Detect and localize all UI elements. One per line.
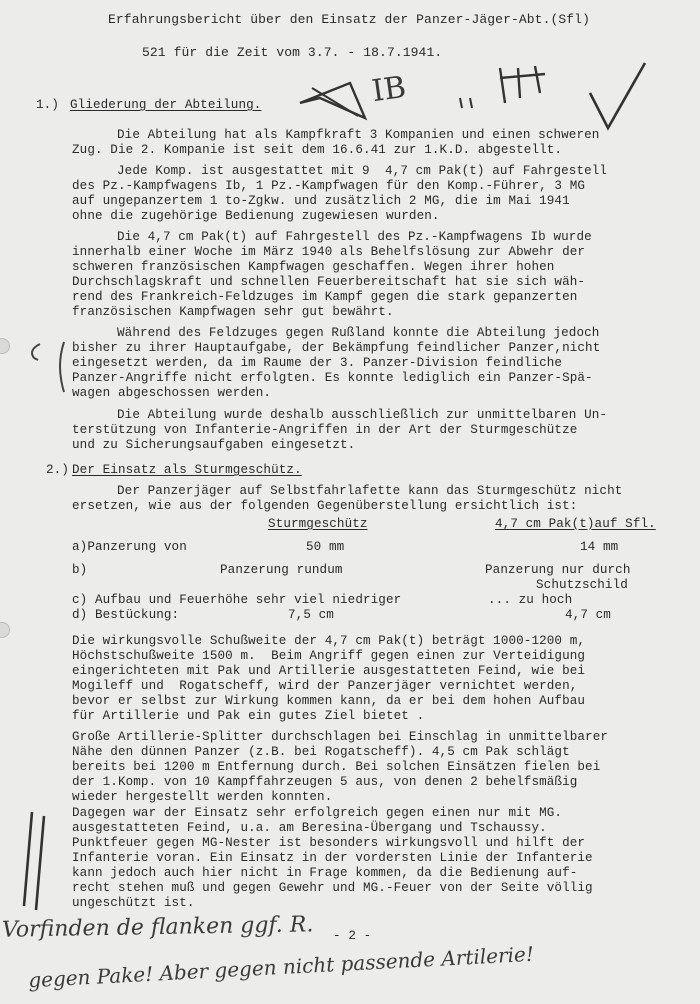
margin-bracket-mark [26,336,70,396]
comparison-header-sturmgeschuetz: Sturmgeschütz [268,517,368,531]
section1-heading: Gliederung der Abteilung. [70,98,262,112]
paragraph-line: ungeschützt ist. [72,896,195,910]
paragraph-line: Mogileff und Rogatscheff, wird der Panzerjäger vernichtet werden, [72,679,578,693]
comparison-cell: 14 mm [580,540,619,554]
paragraph-line: ausgestatteten Feind, u.a. am Beresina-Übergang und Tschaussy. [72,821,547,835]
comparison-cell: 4,7 cm [565,608,611,622]
paragraph-line: bevor er selbst zur Wirkung kommen kann, da er bei dem hohen Aufbau [72,694,586,708]
paragraph-line: bisher zu ihrer Hauptaufgabe, der Bekämpfung feindlicher Panzer,nicht [72,341,601,355]
paragraph-line: rend des Frankreich-Feldzuges im Kampf gegen die stark gepanzerten [72,290,578,304]
handwritten-note: Vorfinden de flanken ggf. R. [1,912,314,943]
handwritten-note: gegen Pake! Aber gegen nicht passende Artilerie! [27,941,535,993]
section2-heading: Der Einsatz als Sturmgeschütz. [72,463,302,477]
comparison-row-label: d) Bestückung: [72,608,180,622]
comparison-header-pak: 4,7 cm Pak(t)auf Sfl. [495,517,656,531]
paragraph-line: wieder hergestellt werden konnten. [72,790,333,804]
paragraph-line: Punktfeuer gegen MG-Nester ist besonders wirkungsvoll und hilft der [72,836,586,850]
section2-number: 2.) [46,463,69,477]
punch-hole [0,338,10,354]
paragraph-line: Die 4,7 cm Pak(t) auf Fahrgestell des Pz.-Kampfwagens Ib wurde [117,230,592,244]
paragraph-line: Die Abteilung wurde deshalb ausschließlich zur unmittelbaren Un- [117,408,608,422]
report-title: Erfahrungsbericht über den Einsatz der Panzer-Jäger-Abt.(Sfl) [108,12,590,27]
paragraph-line: Während des Feldzuges gegen Rußland konnte die Abteilung jedoch [117,326,600,340]
comparison-cell: ... zu hoch [488,593,573,607]
margin-stroke-mark [10,806,60,916]
paragraph-line: auf ungepanzertem 1 to-Zgkw. und zusätzlich 2 MG, die im Mai 1941 [72,194,570,208]
paragraph-line: innerhalb einer Woche im März 1940 als Behelfslösung zur Abwehr der [72,245,586,259]
section1-number: 1.) [36,98,59,112]
paragraph-line: Höchstschußweite 1500 m. Beim Angriff gegen einen zur Verteidigung [72,649,586,663]
report-subtitle: 521 für die Zeit vom 3.7. - 18.7.1941. [142,45,443,60]
comparison-row-label: c) Aufbau und Feuerhöhe sehr viel niedriger [72,593,402,607]
paragraph-line: Nähe den dünnen Panzer (z.B. bei Rogatscheff). 4,5 cm Pak schlägt [72,745,570,759]
paragraph-line: französischen Kampfwagen sehr gut bewährt. [72,305,394,319]
stamp-text: IB [369,69,409,110]
paragraph-line: kann jedoch auch hier nicht in Frage kommen, da die Bedienung auf- [72,866,578,880]
paragraph-line: ohne die zugehörige Bedienung zugewiesen wurden. [72,209,440,223]
punch-hole [0,622,10,638]
paragraph-line: eingerichteten mit Pak und Artillerie ausgestatteten Feind, wie bei [72,664,586,678]
comparison-cell: Schutzschild [536,578,628,592]
comparison-cell: Panzerung rundum [220,563,343,577]
paragraph-line: terstützung von Infanterie-Angriffen in der Art der Sturmgeschütze [72,423,578,437]
paragraph-line: Dagegen war der Einsatz sehr erfolgreich gegen einen nur mit MG. [72,806,563,820]
comparison-row-label: a)Panzerung von [72,540,187,554]
paragraph-line: Große Artillerie-Splitter durchschlagen bei Einschlag in unmittelbarer [72,730,609,744]
paragraph-line: der 1.Komp. von 10 Kampffahrzeugen 5 aus, von denen 2 behelfsmäßig [72,775,578,789]
comparison-row-label: b) [72,563,88,577]
paragraph-line: ersetzen, wie aus der folgenden Gegenüberstellung ersichtlich ist: [72,499,578,513]
comparison-cell: Panzerung nur durch [485,563,631,577]
paragraph-line: des Pz.-Kampfwagens Ib, 1 Pz.-Kampfwagen für den Komp.-Führer, 3 MG [72,179,586,193]
paragraph-line: eingesetzt werden, da im Raume der 3. Panzer-Division feindliche [72,356,563,370]
paragraph-line: Jede Komp. ist ausgestattet mit 9 4,7 cm Pak(t) auf Fahrgestell [117,164,608,178]
paragraph-line: und zu Sicherungsaufgaben eingesetzt. [72,438,356,452]
paragraph-line: Der Panzerjäger auf Selbstfahrlafette kann das Sturmgeschütz nicht [117,484,623,498]
handwritten-marks [290,58,670,138]
paragraph-line: Panzer-Angriffe nicht erfolgten. Es konnte lediglich ein Panzer-Spä- [72,371,593,385]
paragraph-line: Zug. Die 2. Kompanie ist seit dem 16.6.41 zur 1.K.D. abgestellt. [72,143,563,157]
paragraph-line: Die wirkungsvolle Schußweite der 4,7 cm Pak(t) beträgt 1000-1200 m, [72,634,586,648]
paragraph-line: Durchschlagskraft und schnellen Feuerbereitschaft hat sie sich wäh- [72,275,586,289]
paragraph-line: Infanterie voran. Ein Einsatz in der vordersten Linie der Infanterie [72,851,593,865]
comparison-cell: 50 mm [306,540,345,554]
paragraph-line: für Artillerie und Pak ein gutes Ziel bietet . [72,709,425,723]
paragraph-line: Die Abteilung hat als Kampfkraft 3 Kompanien und einen schweren [117,128,600,142]
paragraph-line: recht stehen muß und gegen Gewehr und MG.-Feuer von der Seite völlig [72,881,593,895]
comparison-cell: 7,5 cm [288,608,334,622]
paragraph-line: wagen abgeschossen werden. [72,386,272,400]
paragraph-line: schweren französischen Kampfwagen geschaffen. Wegen ihrer hohen [72,260,555,274]
page-number: - 2 - [333,929,372,943]
paragraph-line: bereits bei 1200 m Entfernung durch. Bei solchen Einsätzen fielen bei [72,760,601,774]
